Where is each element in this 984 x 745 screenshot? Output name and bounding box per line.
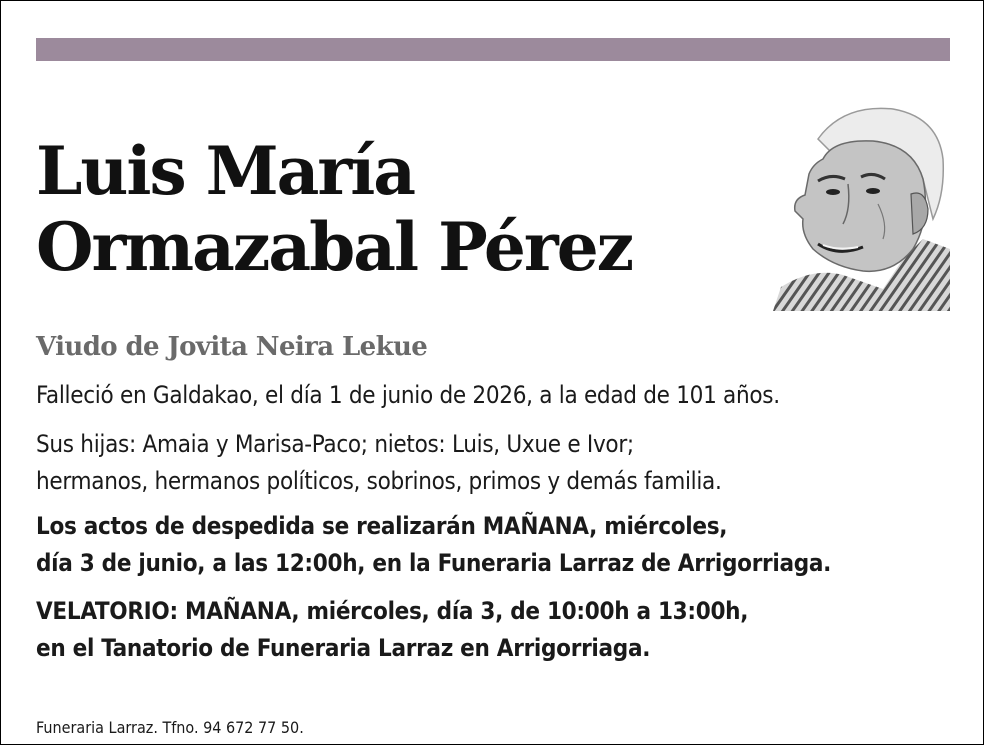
family-line-2: hermanos, hermanos políticos, sobrinos, primos y demás familia. bbox=[36, 467, 722, 495]
death-notice-text: Falleció en Galdakao, el día 1 de junio de 2026, a la edad de 101 años. bbox=[36, 381, 780, 409]
name-line-2: Ormazabal Pérez bbox=[36, 208, 633, 286]
funeral-home-contact: Funeraria Larraz. Tfno. 94 672 77 50. bbox=[36, 718, 304, 737]
wake-line-1: VELATORIO: MAÑANA, miércoles, día 3, de 10:00h a 13:00h, bbox=[36, 597, 749, 625]
wake-line-2: en el Tanatorio de Funeraria Larraz en Arrigorriaga. bbox=[36, 634, 651, 662]
deceased-name bbox=[36, 133, 632, 285]
family-line-1: Sus hijas: Amaia y Marisa-Paco; nietos: Luis, Uxue e Ivor; bbox=[36, 430, 634, 458]
farewell-line-2: día 3 de junio, a las 12:00h, en la Funeraria Larraz de Arrigorriaga. bbox=[36, 549, 832, 577]
family-list bbox=[36, 426, 722, 500]
death-notice bbox=[36, 377, 780, 414]
portrait-photo-image bbox=[773, 99, 950, 311]
farewell-line-1: Los actos de despedida se realizarán MAÑANA, miércoles, bbox=[36, 512, 728, 540]
widower-of: Viudo de Jovita Neira Lekue bbox=[36, 332, 428, 362]
wake-details bbox=[36, 593, 748, 667]
portrait-photo bbox=[773, 99, 950, 311]
farewell-details bbox=[36, 508, 831, 582]
accent-bar bbox=[36, 38, 950, 61]
name-line-1: Luis María bbox=[36, 132, 415, 210]
